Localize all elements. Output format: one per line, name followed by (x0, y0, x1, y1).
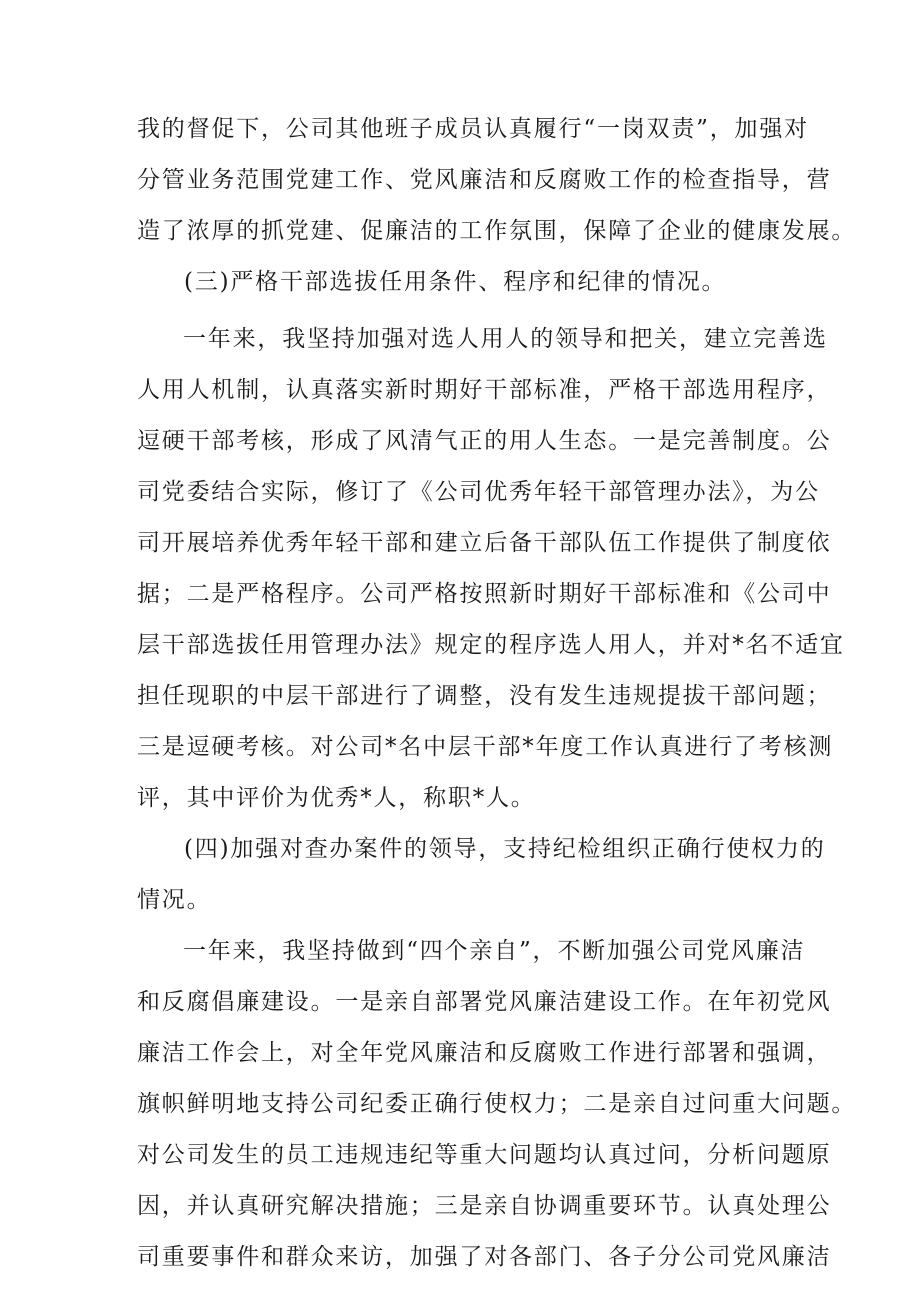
heading-line: (三)严格干部选拔任用条件、程序和纪律的情况。 (184, 269, 727, 295)
paragraph-cadre-selection (137, 314, 845, 824)
paragraph-four-personal (137, 926, 857, 1283)
text-line: 司党委结合实际，修订了《公司优秀年轻干部管理办法》，为公 (137, 479, 820, 505)
section-heading-4 (137, 824, 826, 926)
text-line: 人用人机制，认真落实新时期好干部标准，严格干部选用程序， (137, 377, 832, 403)
section-heading-3 (137, 257, 787, 308)
text-line: 担任现职的中层干部进行了调整，没有发生违规提拔干部问题； (137, 683, 832, 709)
text-line: 层干部选拔任用管理办法》规定的程序选人用人，并对*名不适宜 (137, 632, 845, 658)
text-line: 旗帜鲜明地支持公司纪委正确行使权力；二是亲自过问重大问题。 (137, 1091, 857, 1117)
text-line: 对公司发生的员工违规违纪等重大问题均认真过问，分析问题原 (137, 1142, 832, 1168)
text-line: 分管业务范围党建工作、党风廉洁和反腐败工作的检查指导，营 (137, 167, 832, 193)
text-line: 一年来，我坚持加强对选人用人的领导和把关，建立完善选 (183, 326, 828, 352)
text-line: 司开展培养优秀年轻干部和建立后备干部队伍工作提供了制度依 (137, 530, 832, 556)
text-line: 廉洁工作会上，对全年党风廉洁和反腐败工作进行部署和强调， (137, 1040, 832, 1066)
text-line: 和反腐倡廉建设。一是亲自部署党风廉洁建设工作。在年初党风 (137, 989, 832, 1015)
heading-line: 情况。 (137, 887, 212, 913)
text-line: 三是逗硬考核。对公司*名中层干部*年度工作认真进行了考核测 (137, 734, 834, 760)
text-line: 司重要事件和群众来访，加强了对各部门、各子分公司党风廉洁 (137, 1244, 832, 1270)
text-line: 逗硬干部考核，形成了风清气正的用人生态。一是完善制度。公 (137, 428, 832, 454)
text-line: 我的督促下，公司其他班子成员认真履行“一岗双责”，加强对 (137, 116, 809, 142)
text-line: 评，其中评价为优秀*人，称职*人。 (137, 785, 536, 811)
text-line: 造了浓厚的抓党建、促廉洁的工作氛围，保障了企业的健康发展。 (137, 218, 857, 244)
text-line: 一年来，我坚持做到“四个亲自”，不断加强公司党风廉洁 (183, 938, 806, 964)
paragraph-supervision (137, 104, 857, 257)
heading-line: (四)加强对查办案件的领导，支持纪检组织正确行使权力的 (184, 836, 826, 862)
document-body (137, 104, 857, 1283)
text-line: 据；二是严格程序。公司严格按照新时期好干部标准和《公司中 (137, 581, 832, 607)
text-line: 因，并认真研究解决措施；三是亲自协调重要环节。认真处理公 (137, 1193, 832, 1219)
